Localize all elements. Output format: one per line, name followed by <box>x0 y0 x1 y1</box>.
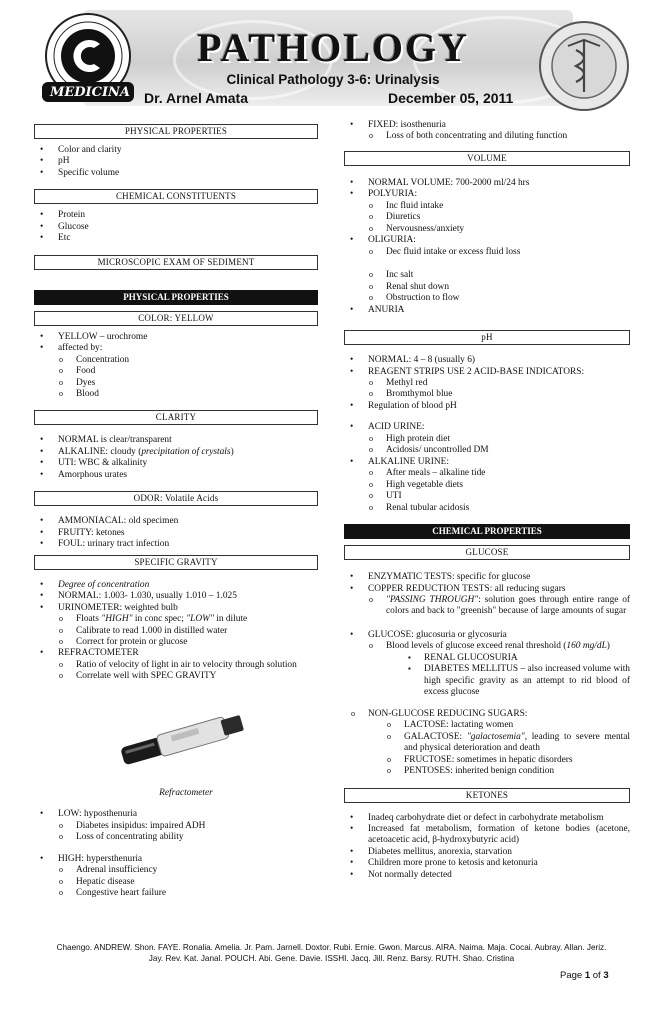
course-subtitle: Clinical Pathology 3-6: Urinalysis <box>226 72 440 87</box>
list-item-text: REAGENT STRIPS USE 2 ACID-BASE INDICATORS: <box>368 366 585 377</box>
color-list <box>34 332 318 401</box>
glucosuria-sub-list <box>344 641 630 698</box>
sub-item <box>362 732 630 755</box>
contributors-footer <box>20 943 643 964</box>
list-item: • Increased fat metabolism, formation of ketone bodies (acetone, acetoacetic acid, β-hydroxybutyric acid) <box>344 824 630 847</box>
list-item: • ENZYMATIC TESTS: specific for glucose <box>344 572 630 583</box>
alkaline-sub-list <box>344 468 630 514</box>
contributors-line-2: Jay. Rev. Kat. Janal. POUCH. Abi. Gene. Davie. ISSHI. Jacq. Jill. Renz. Barsy. RUTH. Shao. Cristina <box>148 953 515 963</box>
refractometer-caption: Refractometer <box>159 787 213 798</box>
sub-item: o Diuretics <box>344 212 630 223</box>
urinometer-sub-list <box>34 614 318 648</box>
list-item: • Not normally detected <box>344 870 630 881</box>
list-item-text: FIXED: isosthenuria <box>368 120 446 130</box>
list-item: • Children more prone to ketosis and ketonuria <box>344 858 630 869</box>
fixed-sub-list <box>344 131 630 142</box>
list-item: • AMMONIACAL: old specimen <box>34 516 318 527</box>
sub-item: o PENTOSES: inherited benign condition <box>362 766 630 777</box>
section-header-ketones: KETONES <box>344 788 630 803</box>
text-italic: "galactosemia" <box>466 731 525 742</box>
list-item <box>344 189 630 235</box>
section-header-clarity: CLARITY <box>34 410 318 425</box>
sub-item <box>34 614 318 625</box>
section-header-physical-dark: PHYSICAL PROPERTIES <box>34 290 318 305</box>
sub-item <box>344 641 630 698</box>
list-item: • Protein <box>34 210 318 221</box>
text: Blood levels of glucose exceed renal threshold ( <box>386 641 567 652</box>
sub-item: o After meals – alkaline tide <box>344 468 630 479</box>
lecture-date: December 05, 2011 <box>388 90 514 106</box>
page-of: of <box>590 970 604 981</box>
sub-item: o Congestive heart failure <box>34 888 318 899</box>
text: , leading to severe mental and physical deterioration and death <box>404 731 630 754</box>
high-sub-list <box>34 865 318 899</box>
chemical-list <box>34 210 318 244</box>
list-item: • NORMAL is clear/transparent <box>34 435 318 446</box>
text-italic: "PASSING THROUGH" <box>386 595 479 605</box>
sub-item: o Correct for protein or glucose <box>34 637 318 648</box>
ph-heading-text: pH <box>481 332 493 343</box>
section-header-glucose: GLUCOSE <box>344 545 630 560</box>
non-glucose-sub-list <box>362 720 630 777</box>
header-banner <box>28 6 635 114</box>
list-item <box>34 809 318 843</box>
sub-item: o Calibrate to read 1.000 in distilled water <box>34 626 318 637</box>
section-header-chemical: CHEMICAL CONSTITUENTS <box>34 189 318 204</box>
sub-item: o Blood <box>34 389 318 400</box>
acid-sub-list <box>344 434 630 457</box>
page-total: 3 <box>603 970 609 981</box>
volume-list <box>344 178 630 316</box>
list-item: • Regulation of blood pH <box>344 401 630 412</box>
list-item-text: REFRACTOMETER <box>58 648 139 659</box>
sub-item: o Loss of both concentrating and diluting function <box>344 131 630 142</box>
sub-item: o Nervousness/anxiety <box>344 224 630 235</box>
section-header-color <box>34 311 318 326</box>
list-item-text: NON-GLUCOSE REDUCING SUGARS: <box>368 708 528 719</box>
list-item-text: ALKALINE URINE: <box>368 456 449 467</box>
list-item: • Etc <box>34 233 318 244</box>
sub-item: o FRUCTOSE: sometimes in hepatic disorders <box>362 755 630 766</box>
list-item-text: LOW: hyposthenuria <box>58 809 138 820</box>
list-item <box>344 457 630 514</box>
square-item: ▪ RENAL GLUCOSURIA <box>344 653 630 664</box>
list-item: • Specific volume <box>34 168 318 179</box>
list-item <box>344 584 630 618</box>
text: Floats <box>76 614 102 625</box>
list-item <box>34 603 318 649</box>
list-item-text: GLUCOSE: glucosuria or glycosuria <box>368 629 507 640</box>
text-italic: 160 mg/dL <box>566 641 607 652</box>
text: : solution goes through entire range of colors and back to "greenish" because of large amounts of sugar <box>386 595 631 617</box>
clarity-list <box>34 435 318 481</box>
sub-item: o Adrenal insufficiency <box>34 865 318 876</box>
section-header-microscopic: MICROSCOPIC EXAM OF SEDIMENT <box>34 255 318 270</box>
section-header-volume: VOLUME <box>344 151 630 166</box>
list-item <box>34 580 318 591</box>
sub-item: o Ratio of velocity of light in air to velocity through solution <box>34 660 318 671</box>
sub-item: o Food <box>34 366 318 377</box>
copper-sub-list <box>344 595 630 618</box>
list-item: • NORMAL: 1.003- 1.030, usually 1.010 – 1.025 <box>34 591 318 602</box>
list-item <box>34 447 318 458</box>
color-sub-list <box>34 355 318 401</box>
list-item: • NORMAL VOLUME: 700-2000 ml/24 hrs <box>344 178 630 189</box>
sub-item: o Hepatic disease <box>34 877 318 888</box>
sub-item: o LACTOSE: lactating women <box>362 720 630 731</box>
list-item: • FOUL: urinary tract infection <box>34 539 318 550</box>
fixed-list <box>344 120 630 143</box>
list-item: • Color and clarity <box>34 145 318 156</box>
medicina-logo <box>38 10 138 110</box>
text: in conc spec; <box>132 614 187 625</box>
sub-item: o Methyl red <box>344 378 630 389</box>
text: ) <box>230 446 234 457</box>
ketones-list <box>344 813 630 882</box>
sub-item: o Bromthymol blue <box>344 389 630 400</box>
list-item <box>326 709 630 778</box>
sub-item: o Diabetes insipidus: impaired ADH <box>34 821 318 832</box>
sub-item: o Acidosis/ uncontrolled DM <box>344 445 630 456</box>
list-item: • UTI: WBC & alkalinity <box>34 458 318 469</box>
list-item <box>34 343 318 400</box>
text-italic: "LOW" <box>186 614 214 625</box>
sub-item: o High protein diet <box>344 434 630 445</box>
list-item: • ANURIA <box>344 305 630 316</box>
text-italic: "HIGH" <box>101 614 133 625</box>
list-item <box>344 120 630 143</box>
right-column <box>344 120 630 881</box>
lecturer-name: Dr. Arnel Amata <box>144 90 248 106</box>
square-item: ▪ DIABETES MELLITUS – also increased volume with high specific gravity as an attempt to rid blood of excess glucose <box>344 664 630 698</box>
sub-item: o Loss of concentrating ability <box>34 832 318 843</box>
ph-list <box>344 355 630 514</box>
section-header-ph <box>344 330 630 345</box>
text: in dilute <box>213 614 248 625</box>
list-item: • YELLOW – urochrome <box>34 332 318 343</box>
list-item-text: affected by: <box>58 343 103 354</box>
text-italic: precipitation of crystals <box>141 446 231 457</box>
list-item-text: COPPER REDUCTION TESTS: all reducing sugars <box>368 583 566 594</box>
list-item <box>34 648 318 682</box>
sub-item: o UTI <box>344 491 630 502</box>
section-header-specific-gravity: SPECIFIC GRAVITY <box>34 555 318 570</box>
sub-item <box>344 595 630 618</box>
list-item: • FRUITY: ketones <box>34 528 318 539</box>
list-item: • Inadeq carbohydrate diet or defect in carbohydrate metabolism <box>344 813 630 824</box>
strips-sub-list <box>344 378 630 401</box>
text: GALACTOSE: <box>404 731 467 742</box>
text-italic: Degree of concentration <box>58 579 150 590</box>
page-title: PATHOLOGY <box>196 25 470 70</box>
color-heading-text: COLOR: YELLOW <box>138 312 214 323</box>
glucosuria-square-list <box>344 653 630 699</box>
sub-item: o Inc fluid intake <box>344 201 630 212</box>
sub-item: o Obstruction to flow <box>344 293 630 304</box>
list-item: • Diabetes mellitus, anorexia, starvation <box>344 847 630 858</box>
sub-item: o Inc salt <box>344 270 630 281</box>
list-item-text: OLIGURIA: <box>368 235 416 246</box>
list-item-text: ACID URINE: <box>368 422 425 433</box>
list-item <box>344 422 630 456</box>
list-item <box>344 235 630 304</box>
refractometer-image <box>106 691 256 786</box>
sub-item: o Renal tubular acidosis <box>344 503 630 514</box>
sub-item: o Dec fluid intake or excess fluid loss <box>344 247 630 258</box>
odor-list <box>34 516 318 550</box>
list-item: • Amorphous urates <box>34 470 318 481</box>
sg-list <box>34 580 318 683</box>
list-item-text: URINOMETER: weighted bulb <box>58 602 178 613</box>
sub-item: o Correlate well with SPEC GRAVITY <box>34 671 318 682</box>
non-glucose-list <box>326 709 630 778</box>
section-header-chemical-dark: CHEMICAL PROPERTIES <box>344 524 630 539</box>
section-header-physical: PHYSICAL PROPERTIES <box>34 124 318 139</box>
polyuria-sub-list <box>344 201 630 235</box>
refractometer-sub-list <box>34 660 318 683</box>
sub-item: o Dyes <box>34 378 318 389</box>
page-number <box>560 970 609 982</box>
list-item: • pH <box>34 156 318 167</box>
list-item <box>344 367 630 401</box>
page-word: Page <box>560 970 585 981</box>
page-current: 1 <box>584 970 591 981</box>
section-header-odor <box>34 491 318 506</box>
list-item: • NORMAL: 4 – 8 (usually 6) <box>344 355 630 366</box>
text: ) <box>606 641 610 652</box>
sub-item: o Concentration <box>34 355 318 366</box>
low-sub-list <box>34 821 318 844</box>
text: ALKALINE: cloudy ( <box>58 446 142 457</box>
glucose-list <box>344 572 630 699</box>
list-item <box>34 854 318 900</box>
sub-item: o Renal shut down <box>344 282 630 293</box>
physical-list <box>34 145 318 179</box>
low-high-list <box>34 809 318 899</box>
contributors-line-1: Chaengo. ANDREW. Shon. FAYE. Ronalia. Amelia. Jr. Pam. Jarnell. Doxtor. Rubi. Ernie. Gwon. Marcus. AIRA. Naima. Maja. Cocai. Aubray. Allan. Jeriz. <box>56 943 607 952</box>
college-seal <box>538 20 630 112</box>
list-item: • Glucose <box>34 222 318 233</box>
sub-item: o High vegetable diets <box>344 480 630 491</box>
odor-heading-text: ODOR: Volatile Acids <box>133 493 219 504</box>
logo-text: MEDICINA <box>49 85 131 100</box>
oliguria-sub-list <box>344 247 630 305</box>
list-item-text: HIGH: hypersthenuria <box>58 853 143 864</box>
list-item-text: POLYURIA: <box>368 189 418 200</box>
list-item <box>344 630 630 699</box>
left-column <box>34 120 318 900</box>
